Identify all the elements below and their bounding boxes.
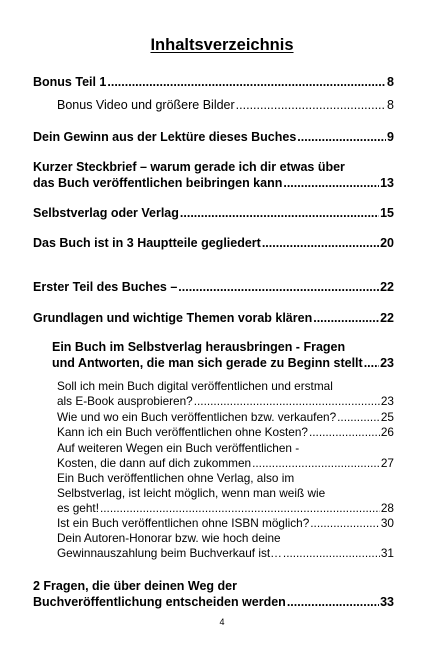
toc-entry-line [57, 501, 394, 516]
toc-entry-text: es geht! [57, 501, 99, 515]
toc-entry-line [33, 159, 394, 175]
toc-entry-line [57, 516, 394, 531]
toc-entry-text: Dein Gewinn aus der Lektüre dieses Buches [33, 130, 297, 144]
page-title: Inhaltsverzeichnis [150, 36, 294, 54]
toc-entry [33, 159, 394, 191]
toc-entry-line [57, 410, 394, 425]
toc-entry-text: Auf weiteren Wegen ein Buch veröffentlichen - [57, 441, 300, 455]
toc-entry-text: Selbstverlag, ist leicht möglich, wenn man weiß wie [57, 486, 326, 500]
dot-leader [297, 129, 386, 145]
toc-entry-text: Dein Autoren-Honorar bzw. wie hoch deine [57, 531, 281, 545]
toc-page-number: 9 [387, 130, 394, 144]
toc-page-number: 8 [387, 98, 394, 112]
toc-entry [33, 279, 394, 295]
toc-page-number: 33 [380, 595, 394, 609]
toc-entry-text: und Antworten, die man sich gerade zu Beginn stellt [52, 356, 363, 370]
dot-leader [236, 97, 386, 113]
toc-entry-text: Ein Buch im Selbstverlag herausbringen - Fragen [52, 340, 346, 354]
toc-entry-line [33, 235, 394, 251]
toc-entry-text: Erster Teil des Buches – [33, 280, 178, 294]
toc-entry-text: Ein Buch veröffentlichen ohne Verlag, also im [57, 471, 295, 485]
toc-entry [57, 425, 394, 440]
dot-leader [309, 425, 380, 440]
toc-page-number: 23 [380, 356, 394, 370]
dot-leader [100, 501, 380, 516]
toc-entry [33, 578, 394, 610]
toc-entry-text: Buchveröffentlichung entscheiden werden [33, 595, 286, 609]
dot-leader [287, 594, 379, 610]
toc-page-number: 13 [380, 176, 394, 190]
toc-page-number: 30 [380, 516, 394, 530]
toc-entry-line [57, 456, 394, 471]
toc-entry [33, 235, 394, 251]
dot-leader [252, 456, 380, 471]
toc-entry-line [52, 339, 394, 355]
dot-leader [283, 546, 380, 561]
toc-page-number: 15 [380, 206, 394, 220]
toc-entry [33, 205, 394, 221]
toc-entry-text: Kosten, die dann auf dich zukommen [57, 456, 252, 470]
toc-entry [52, 339, 394, 371]
toc-entry-line [57, 531, 394, 546]
toc-entry [57, 471, 394, 516]
toc-entry [57, 516, 394, 531]
toc-entry-text: als E-Book ausprobieren? [57, 394, 193, 408]
toc-entry-line [52, 355, 394, 371]
toc-entry-line [33, 310, 394, 326]
dot-leader [194, 394, 380, 409]
toc-entry-line [33, 175, 394, 191]
toc-entry-text: Soll ich mein Buch digital veröffentlichen und erstmal [57, 379, 333, 393]
toc-entry-text: Selbstverlag oder Verlag [33, 206, 179, 220]
toc-entry-line [33, 205, 394, 221]
toc-entry [57, 379, 394, 409]
dot-leader [283, 175, 379, 191]
toc-entry-line [57, 546, 394, 561]
toc-entry-text: Kann ich ein Buch veröffentlichen ohne Kosten? [57, 425, 308, 439]
toc-page-number: 27 [380, 456, 394, 470]
toc-page-number: 20 [380, 236, 394, 250]
toc-entry-text: 2 Fragen, die über deinen Weg der [33, 579, 237, 593]
toc-entry-line [57, 425, 394, 440]
toc-entry-text: Gewinnauszahlung beim Buchverkauf ist… [57, 546, 282, 560]
page-number: 4 [219, 617, 225, 627]
toc-entry [57, 531, 394, 561]
toc-entry-text: Grundlagen und wichtige Themen vorab klären [33, 311, 313, 325]
dot-leader [180, 205, 379, 221]
toc-entry-line [57, 97, 394, 113]
toc-entry-line [57, 486, 394, 501]
toc-entry-line [33, 74, 394, 90]
toc-entry-text: das Buch veröffentlichen beibringen kann [33, 176, 283, 190]
toc-page-number: 22 [380, 280, 394, 294]
toc-entry [57, 410, 394, 425]
toc-entry [57, 97, 394, 113]
dot-leader [178, 279, 379, 295]
toc-entry-line [33, 594, 394, 610]
toc-entry-text: Bonus Video und größere Bilder [57, 98, 235, 112]
toc-entry-text: Wie und wo ein Buch veröffentlichen bzw. verkaufen? [57, 410, 337, 424]
dot-leader [364, 355, 379, 371]
toc-entry-text: Ist ein Buch veröffentlichen ohne ISBN möglich? [57, 516, 310, 530]
dot-leader [310, 516, 380, 531]
dot-leader [262, 235, 379, 251]
toc-entry [33, 74, 394, 90]
toc-entry [33, 129, 394, 145]
dot-leader [107, 74, 386, 90]
toc-page-number: 22 [380, 311, 394, 325]
toc-entry [33, 310, 394, 326]
dot-leader [337, 410, 380, 425]
toc-page-number: 31 [380, 546, 394, 560]
toc-entry-text: Das Buch ist in 3 Hauptteile gegliedert [33, 236, 261, 250]
toc-page-number: 28 [380, 501, 394, 515]
toc-entry-line [33, 578, 394, 594]
toc-entry-line [33, 279, 394, 295]
toc-entry-text: Kurzer Steckbrief – warum gerade ich dir etwas über [33, 160, 345, 174]
toc-entry-text: Bonus Teil 1 [33, 75, 107, 89]
toc-entry-line [57, 441, 394, 456]
dot-leader [313, 310, 379, 326]
toc-entry-line [57, 379, 394, 394]
toc-page-number: 26 [380, 425, 394, 439]
toc-page-number: 23 [380, 394, 394, 408]
toc-entry [57, 441, 394, 471]
toc-entry-line [33, 129, 394, 145]
toc-entry-line [57, 471, 394, 486]
toc-page-number: 25 [380, 410, 394, 424]
toc-entry-line [57, 394, 394, 409]
toc-page-number: 8 [387, 75, 394, 89]
